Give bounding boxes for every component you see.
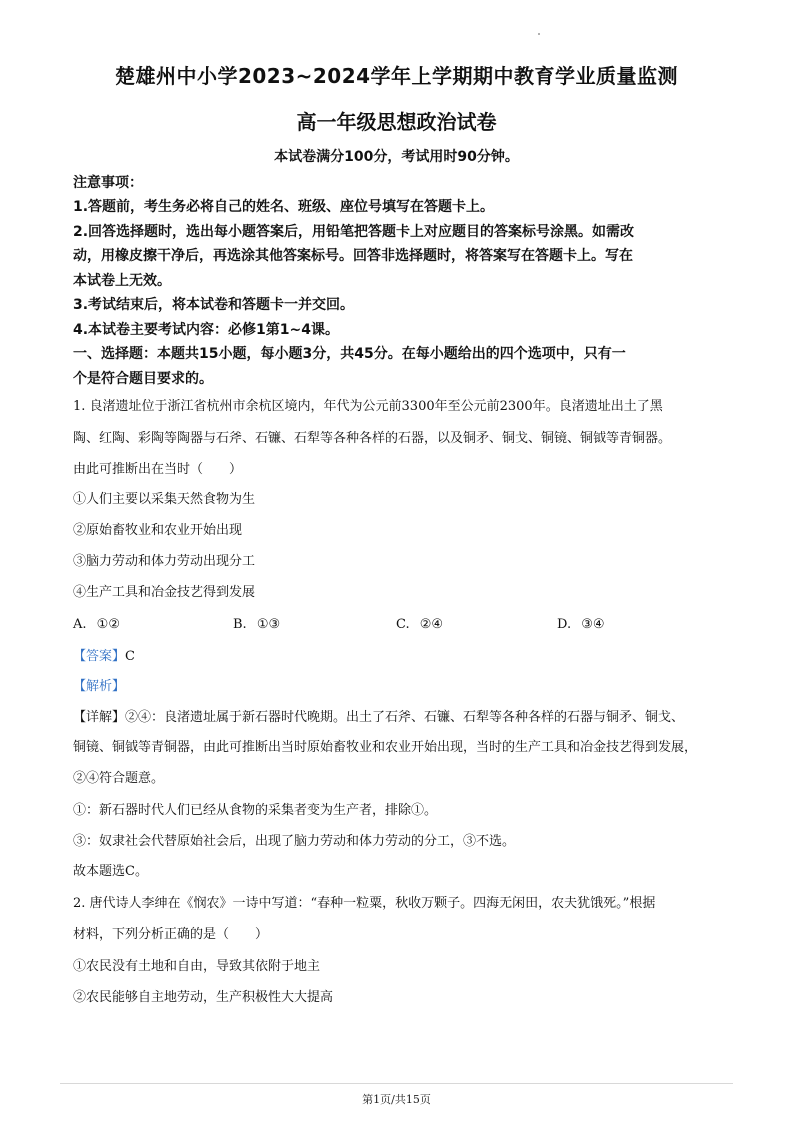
q1-stem-line2: 陶、红陶、彩陶等陶器与石斧、石镰、石犁等各种各样的石器，以及铜矛、铜戈、铜镜、铜钺等青铜器。 <box>73 431 672 446</box>
q1-statement-4: ④生产工具和冶金技艺得到发展 <box>73 585 256 600</box>
q1-option-c-text: ②④ <box>419 617 444 632</box>
q1-option-b <box>233 617 280 632</box>
q1-answer <box>73 642 723 672</box>
q2-statement-2: ②农民能够自主地劳动，生产积极性大大提高 <box>73 990 334 1005</box>
q1-option-a-text: ①② <box>96 617 120 632</box>
q1-stem-line1: 1. 良渚遗址位于浙江省杭州市余杭区境内，年代为公元前3300年至公元前2300年。良渚遗址出土了黑 <box>73 399 663 414</box>
q2-statement-1: ①农民没有土地和自由，导致其依附于地主 <box>73 959 321 974</box>
q1-detail-line2: 铜镜、铜钺等青铜器，由此可推断出当时原始畜牧业和农业开始出现，当时的生产工具和冶金技艺得到发展， <box>73 740 698 755</box>
q1-option-c-letter: C. <box>396 617 410 632</box>
page-number: 第1页/共15页 <box>362 1093 431 1106</box>
notes-heading: 注意事项： <box>73 175 143 191</box>
q2-stem-line1: 2. 唐代诗人李绅在《悯农》一诗中写道：“春种一粒粟，秋收万颗子。四海无闲田，农夫犹饿死。”根据 <box>73 896 656 911</box>
q1-option-b-text: ①③ <box>256 617 281 632</box>
exam-title: 楚雄州中小学2023~2024学年上学期期中教育学业质量监测 <box>114 64 679 88</box>
exam-score-time: 本试卷满分100分，考试用时90分钟。 <box>274 149 519 165</box>
q1-option-c <box>396 617 443 632</box>
note-item-1: 1.答题前，考生务必将自己的姓名、班级、座位号填写在答题卡上。 <box>73 199 495 215</box>
speck-mark <box>538 33 540 35</box>
note-item-2-line2: 动，用橡皮擦干净后，再选涂其他答案标号。回答非选择题时，将答案写在答题卡上。写在 <box>73 248 633 264</box>
q1-detail-line1: 【详解】②④：良渚遗址属于新石器时代晚期。出土了石斧、石镰、石犁等各种各样的石器与铜矛、铜戈、 <box>73 710 685 725</box>
section-heading-line1: 一、选择题：本题共15小题，每小题3分，共45分。在每小题给出的四个选项中，只有一 <box>73 346 626 362</box>
q1-detail-line4: ①：新石器时代人们已经从食物的采集者变为生产者，排除①。 <box>73 803 438 818</box>
q1-option-a <box>73 617 120 632</box>
q1-statement-1: ①人们主要以采集天然食物为生 <box>73 492 256 507</box>
q1-conclusion: 故本题选C。 <box>73 864 148 879</box>
note-item-2-line1: 2.回答选择题时，选出每小题答案后，用铅笔把答题卡上对应题目的答案标号涂黑。如需改 <box>73 224 635 240</box>
q1-answer-label: 【答案】 <box>73 649 126 664</box>
q1-statement-2: ②原始畜牧业和农业开始出现 <box>73 523 243 538</box>
q1-option-b-letter: B. <box>233 617 247 632</box>
q1-stem-line3: 由此可推断出在当时（ ） <box>73 462 243 477</box>
section-heading-line2: 个是符合题目要求的。 <box>73 371 213 387</box>
q1-analysis-label: 【解析】 <box>73 679 126 694</box>
q1-detail-line3: ②④符合题意。 <box>73 771 165 786</box>
note-item-3: 3.考试结束后，将本试卷和答题卡一并交回。 <box>73 297 355 313</box>
q1-option-d <box>557 617 605 632</box>
exam-subtitle-grade: 高一年级思想政治试卷 <box>296 110 497 134</box>
q1-statement-3: ③脑力劳动和体力劳动出现分工 <box>73 554 256 569</box>
q1-option-a-letter: A. <box>73 617 87 632</box>
note-item-2-line3: 本试卷上无效。 <box>73 273 171 289</box>
q2-stem-line2: 材料，下列分析正确的是（ ） <box>73 927 269 942</box>
footer-divider <box>60 1083 733 1084</box>
q1-option-d-text: ③④ <box>581 617 605 632</box>
q1-option-d-letter: D. <box>557 617 572 632</box>
note-item-4: 4.本试卷主要考试内容：必修1第1~4课。 <box>73 322 340 338</box>
q1-answer-value: C <box>125 649 135 664</box>
q1-detail-line5: ③：奴隶社会代替原始社会后，出现了脑力劳动和体力劳动的分工，③不选。 <box>73 834 516 849</box>
